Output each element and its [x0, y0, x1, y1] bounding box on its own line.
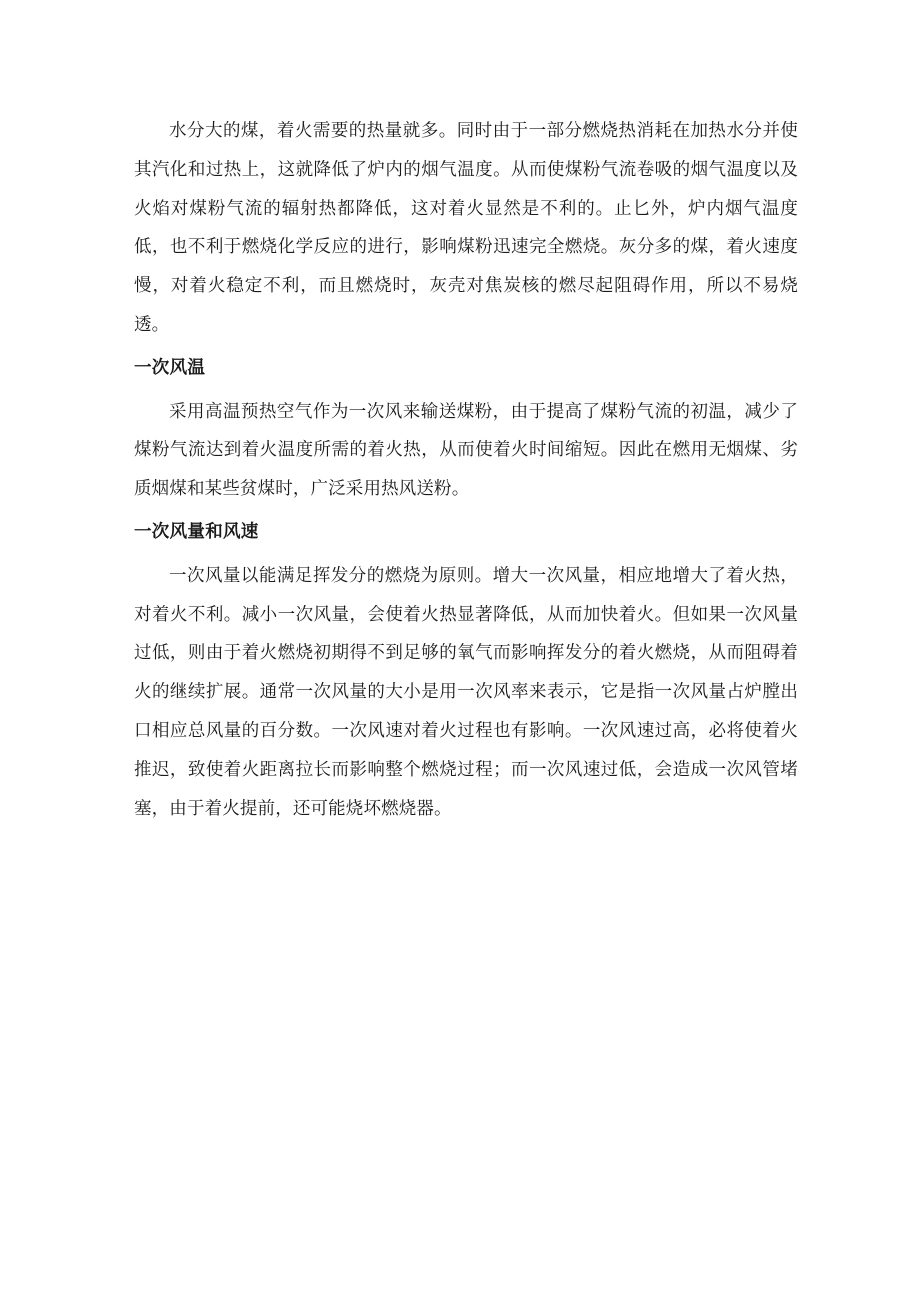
- heading-primary-air-volume-speed: 一次风量和风速: [134, 521, 259, 542]
- document-page: [134, 112, 798, 828]
- heading-primary-air-temperature: 一次风温: [134, 357, 206, 378]
- paragraph-primary-air-volume-speed: 一次风量以能满足挥发分的燃烧为原则。增大一次风量，相应地增大了着火热，对着火不利。减小一次风量，会使着火热显著降低，从而加快着火。但如果一次风量过低，则由于着火燃烧初期得不到足够的氧气而影响挥发分的着火燃烧，从而阻碍着火的继续扩展。通常一次风量的大小是用一次风率来表示，它是指一次风量占炉膛出口相应总风量的百分数。一次风速对着火过程也有影响。一次风速过高，必将使着火推迟，致使着火距离拉长而影响整个燃烧过程；而一次风速过低，会造成一次风管堵塞，由于着火提前，还可能烧坏燃烧器。: [134, 565, 798, 819]
- paragraph-primary-air-temperature: 采用高温预热空气作为一次风来输送煤粉，由于提高了煤粉气流的初温，减少了煤粉气流达到着火温度所需的着火热，从而使着火时间缩短。因此在燃用无烟煤、劣质烟煤和某些贫煤时，广泛采用热风送粉。: [134, 401, 798, 500]
- paragraph-moisture-ash: 水分大的煤，着火需要的热量就多。同时由于一部分燃烧热消耗在加热水分并使其汽化和过热上，这就降低了炉内的烟气温度。从而使煤粉气流卷吸的烟气温度以及火焰对煤粉气流的辐射热都降低，这对着火显然是不利的。止匕外，炉内烟气温度低，也不利于燃烧化学反应的进行，影响煤粉迅速完全燃烧。灰分多的煤，着火速度慢，对着火稳定不利，而且燃烧时，灰壳对焦炭核的燃尽起阻碍作用，所以不易烧透。: [134, 121, 798, 335]
